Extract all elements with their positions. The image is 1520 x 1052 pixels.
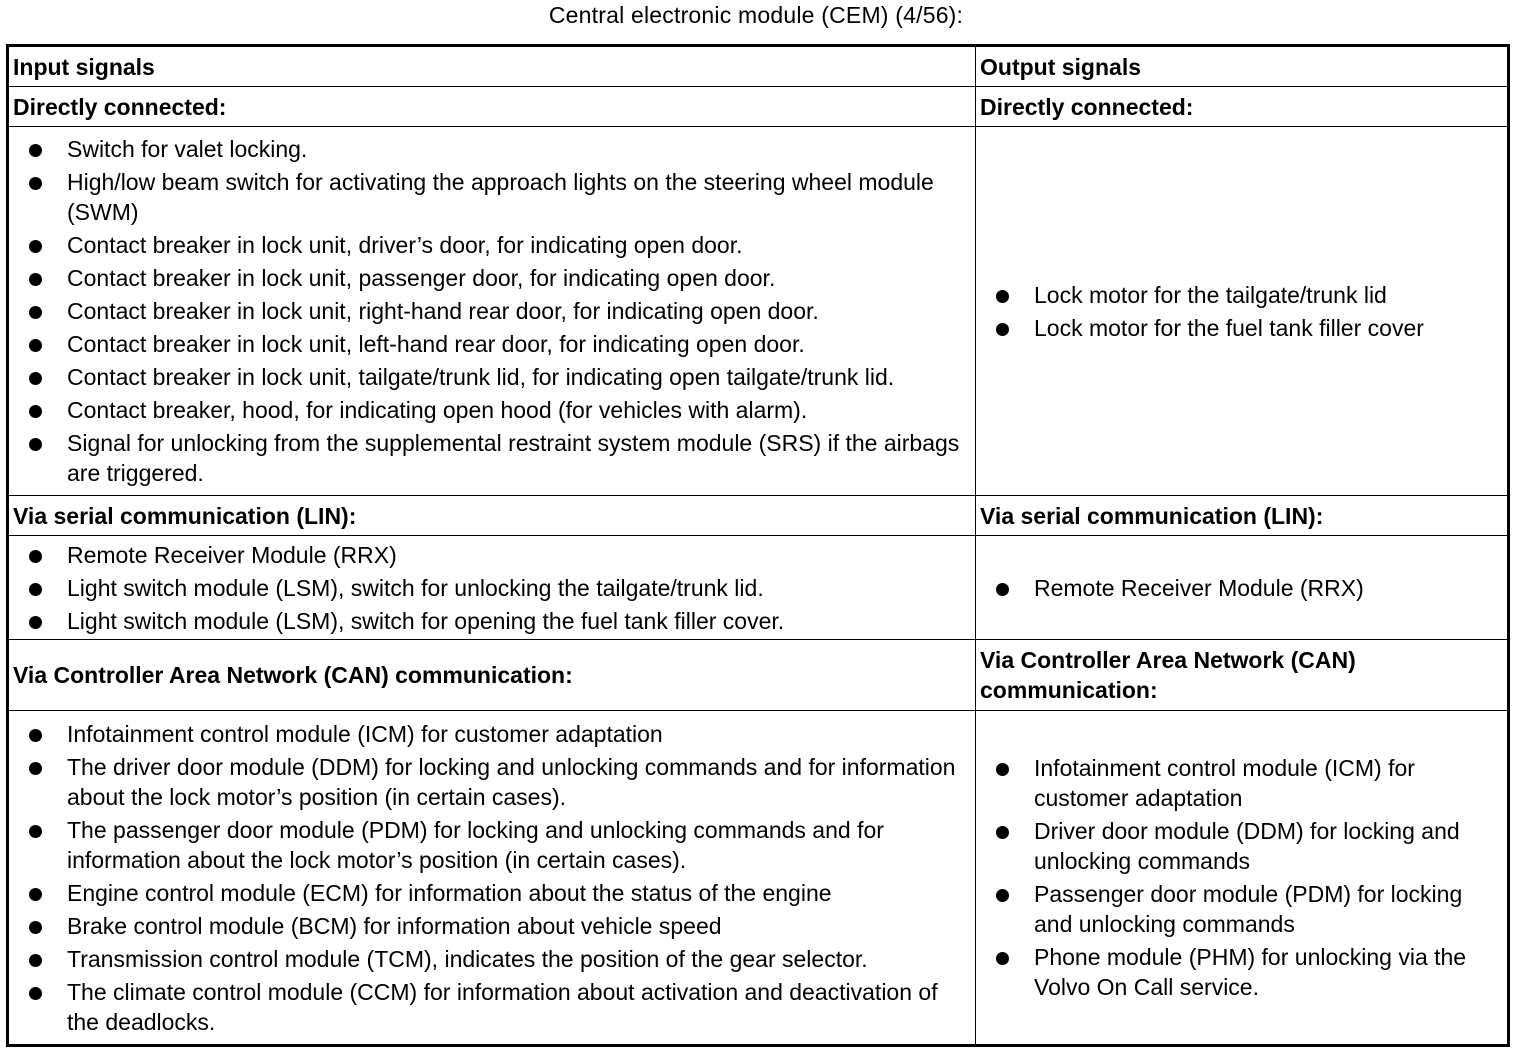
list-item: Passenger door module (PDM) for locking and unlocking commands — [994, 879, 1503, 939]
list-item: Brake control module (BCM) for information about vehicle speed — [27, 911, 971, 941]
list-item: Lock motor for the fuel tank filler cover — [994, 313, 1503, 343]
list-item: The passenger door module (PDM) for locking and unlocking commands and for information about the lock motor’s position (in certain cases). — [27, 815, 971, 875]
list-item: Contact breaker in lock unit, left-hand rear door, for indicating open door. — [27, 329, 971, 359]
can-inputs-cell — [8, 711, 976, 1046]
list-item: Phone module (PHM) for unlocking via the Volvo On Call service. — [994, 942, 1503, 1002]
direct-outputs-list — [980, 280, 1503, 343]
list-item: Light switch module (LSM), switch for unlocking the tailgate/trunk lid. — [27, 573, 971, 603]
list-item: Remote Receiver Module (RRX) — [994, 573, 1503, 603]
lin-output-label: Via serial communication (LIN): — [976, 496, 1509, 536]
signals-table — [6, 44, 1510, 1047]
direct-outputs-cell — [976, 127, 1509, 496]
list-item: Driver door module (DDM) for locking and unlocking commands — [994, 816, 1503, 876]
lin-outputs-list — [980, 573, 1503, 603]
page-title: Central electronic module (CEM) (4/56): — [548, 2, 964, 28]
section-content-row — [8, 127, 1509, 496]
lin-inputs-list — [13, 540, 971, 636]
list-item: Remote Receiver Module (RRX) — [27, 540, 971, 570]
list-item: Signal for unlocking from the supplemental restraint system module (SRS) if the airbags are triggered. — [27, 428, 971, 488]
output-signals-header: Output signals — [976, 46, 1509, 87]
direct-output-label: Directly connected: — [976, 87, 1509, 127]
list-item: Infotainment control module (ICM) for customer adaptation — [27, 719, 971, 749]
section-header-row — [8, 87, 1509, 127]
list-item: The driver door module (DDM) for locking and unlocking commands and for information about the lock motor’s position (in certain cases). — [27, 752, 971, 812]
lin-inputs-cell — [8, 536, 976, 640]
list-item: Lock motor for the tailgate/trunk lid — [994, 280, 1503, 310]
can-inputs-list — [13, 719, 971, 1037]
section-header-row — [8, 640, 1509, 711]
list-item: Contact breaker, hood, for indicating open hood (for vehicles with alarm). — [27, 395, 971, 425]
list-item: Infotainment control module (ICM) for customer adaptation — [994, 753, 1503, 813]
list-item: Contact breaker in lock unit, driver’s door, for indicating open door. — [27, 230, 971, 260]
section-content-row — [8, 536, 1509, 640]
list-item: Contact breaker in lock unit, tailgate/trunk lid, for indicating open tailgate/trunk lid. — [27, 362, 971, 392]
direct-inputs-cell — [8, 127, 976, 496]
can-output-label: Via Controller Area Network (CAN) communication: — [976, 640, 1509, 711]
can-outputs-list — [980, 753, 1503, 1002]
can-outputs-cell — [976, 711, 1509, 1046]
list-item: Light switch module (LSM), switch for opening the fuel tank filler cover. — [27, 606, 971, 636]
section-header-row — [8, 496, 1509, 536]
lin-input-label: Via serial communication (LIN): — [8, 496, 976, 536]
can-input-label: Via Controller Area Network (CAN) communication: — [8, 640, 976, 711]
list-item: Contact breaker in lock unit, passenger door, for indicating open door. — [27, 263, 971, 293]
input-signals-header: Input signals — [8, 46, 976, 87]
lin-outputs-cell — [976, 536, 1509, 640]
list-item: Engine control module (ECM) for information about the status of the engine — [27, 878, 971, 908]
list-item: The climate control module (CCM) for information about activation and deactivation of the deadlocks. — [27, 977, 971, 1037]
direct-inputs-list — [13, 134, 971, 488]
direct-input-label: Directly connected: — [8, 87, 976, 127]
table-header-row — [8, 46, 1509, 87]
list-item: Contact breaker in lock unit, right-hand rear door, for indicating open door. — [27, 296, 971, 326]
section-content-row — [8, 711, 1509, 1046]
list-item: Transmission control module (TCM), indicates the position of the gear selector. — [27, 944, 971, 974]
list-item: High/low beam switch for activating the approach lights on the steering wheel module (SWM) — [27, 167, 971, 227]
list-item: Switch for valet locking. — [27, 134, 971, 164]
